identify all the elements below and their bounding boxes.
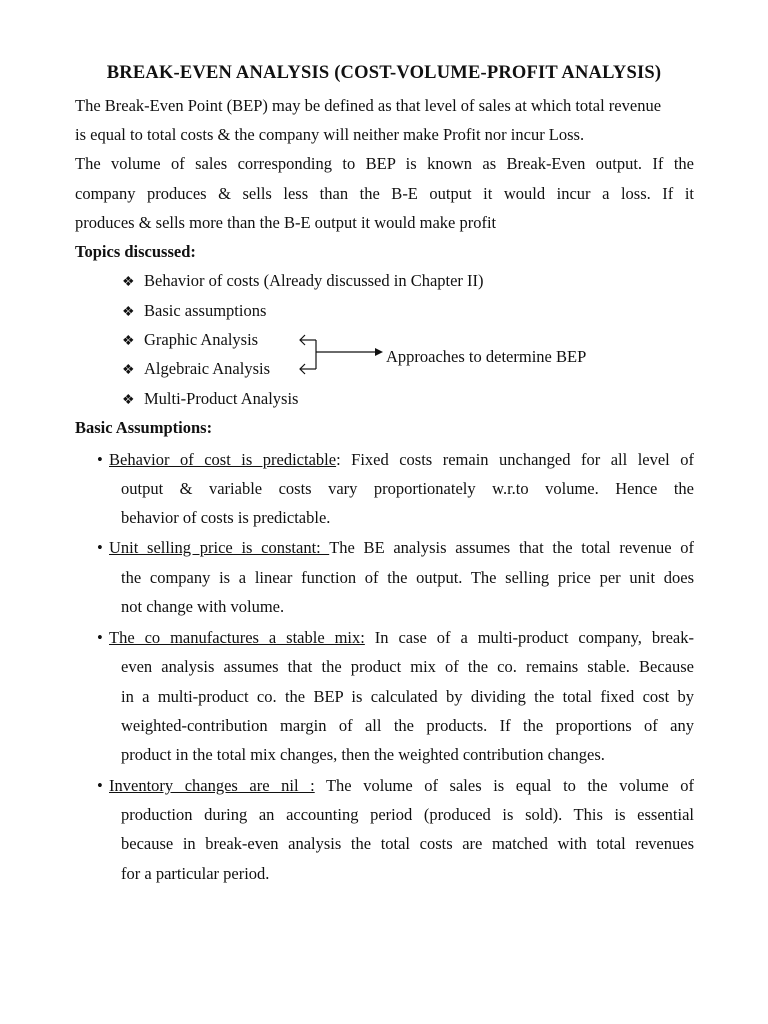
diamond-bullet-icon: ❖ xyxy=(122,363,135,378)
intro-line-4: company produces & sells less than the B-E output it would incur a loss. If it xyxy=(75,184,694,203)
assumption-text-line: not change with volume. xyxy=(121,597,285,616)
assumption-text-line: for a particular period. xyxy=(121,864,270,883)
intro-line-2: is equal to total costs & the company will neither make Profit nor incur Loss. xyxy=(75,125,585,144)
assumptions-heading: Basic Assumptions: xyxy=(75,418,213,437)
intro-line-5: produces & sells more than the B-E output it would make profit xyxy=(75,213,497,232)
diamond-bullet-icon: ❖ xyxy=(122,393,135,408)
assumption-item xyxy=(97,628,694,648)
assumption-text: The BE analysis assumes that the total revenue of xyxy=(329,538,695,557)
assumption-text: In case of a multi-product company, break- xyxy=(364,628,694,647)
assumption-text: : Fixed costs remain unchanged for all level of xyxy=(336,450,694,469)
intro-line-1: The Break-Even Point (BEP) may be defined as that level of sales at which total revenue xyxy=(75,96,662,115)
topic-item-label: Basic assumptions xyxy=(144,301,267,320)
assumption-text-line: product in the total mix changes, then the weighted contribution changes. xyxy=(121,745,605,764)
topics-heading: Topics discussed: xyxy=(75,242,196,261)
assumption-term: Unit selling price is constant: xyxy=(109,538,330,557)
assumption-text-line: even analysis assumes that the product mix of the co. remains stable. Because xyxy=(121,657,694,676)
assumption-text-line: the company is a linear function of the output. The selling price per unit does xyxy=(121,568,694,587)
arrow-right-icon xyxy=(375,348,383,356)
diamond-bullet-icon: ❖ xyxy=(122,275,135,290)
topic-item-label: Algebraic Analysis xyxy=(144,359,271,378)
topic-item-label: Multi-Product Analysis xyxy=(144,389,299,408)
assumption-term: The co manufactures a stable mix: xyxy=(109,628,365,647)
assumption-text-line: weighted-contribution margin of all the products. If the proportions of any xyxy=(121,716,694,735)
diamond-bullet-icon: ❖ xyxy=(122,305,135,320)
assumption-term: Behavior of cost is predictable xyxy=(109,450,337,469)
intro-line-3: The volume of sales corresponding to BEP is known as Break-Even output. If the xyxy=(75,154,694,173)
assumption-item xyxy=(97,776,694,796)
bullet-icon: • xyxy=(97,538,103,557)
topic-item-label: Graphic Analysis xyxy=(144,330,259,349)
diamond-bullet-icon: ❖ xyxy=(122,334,135,349)
assumption-item xyxy=(97,538,694,558)
assumption-term: Inventory changes are nil : xyxy=(109,776,315,795)
bullet-icon: • xyxy=(97,628,103,647)
assumption-text: The volume of sales is equal to the volume of xyxy=(314,776,694,795)
assumption-text-line: behavior of costs is predictable. xyxy=(121,508,331,527)
bullet-icon: • xyxy=(97,776,103,795)
topic-item-label: Behavior of costs (Already discussed in Chapter II) xyxy=(144,271,484,290)
assumption-text-line: in a multi-product co. the BEP is calculated by dividing the total fixed cost by xyxy=(121,687,694,706)
assumption-text-line: output & variable costs vary proportionately w.r.to volume. Hence the xyxy=(121,479,694,498)
approaches-label: Approaches to determine BEP xyxy=(386,347,587,366)
bullet-icon: • xyxy=(97,450,103,469)
page-title: BREAK-EVEN ANALYSIS (COST-VOLUME-PROFIT ANALYSIS) xyxy=(106,63,662,83)
assumption-text-line: production during an accounting period (produced is sold). This is essential xyxy=(121,805,694,824)
assumption-text-line: because in break-even analysis the total costs are matched with total revenues xyxy=(121,834,694,853)
assumption-item xyxy=(97,450,694,470)
